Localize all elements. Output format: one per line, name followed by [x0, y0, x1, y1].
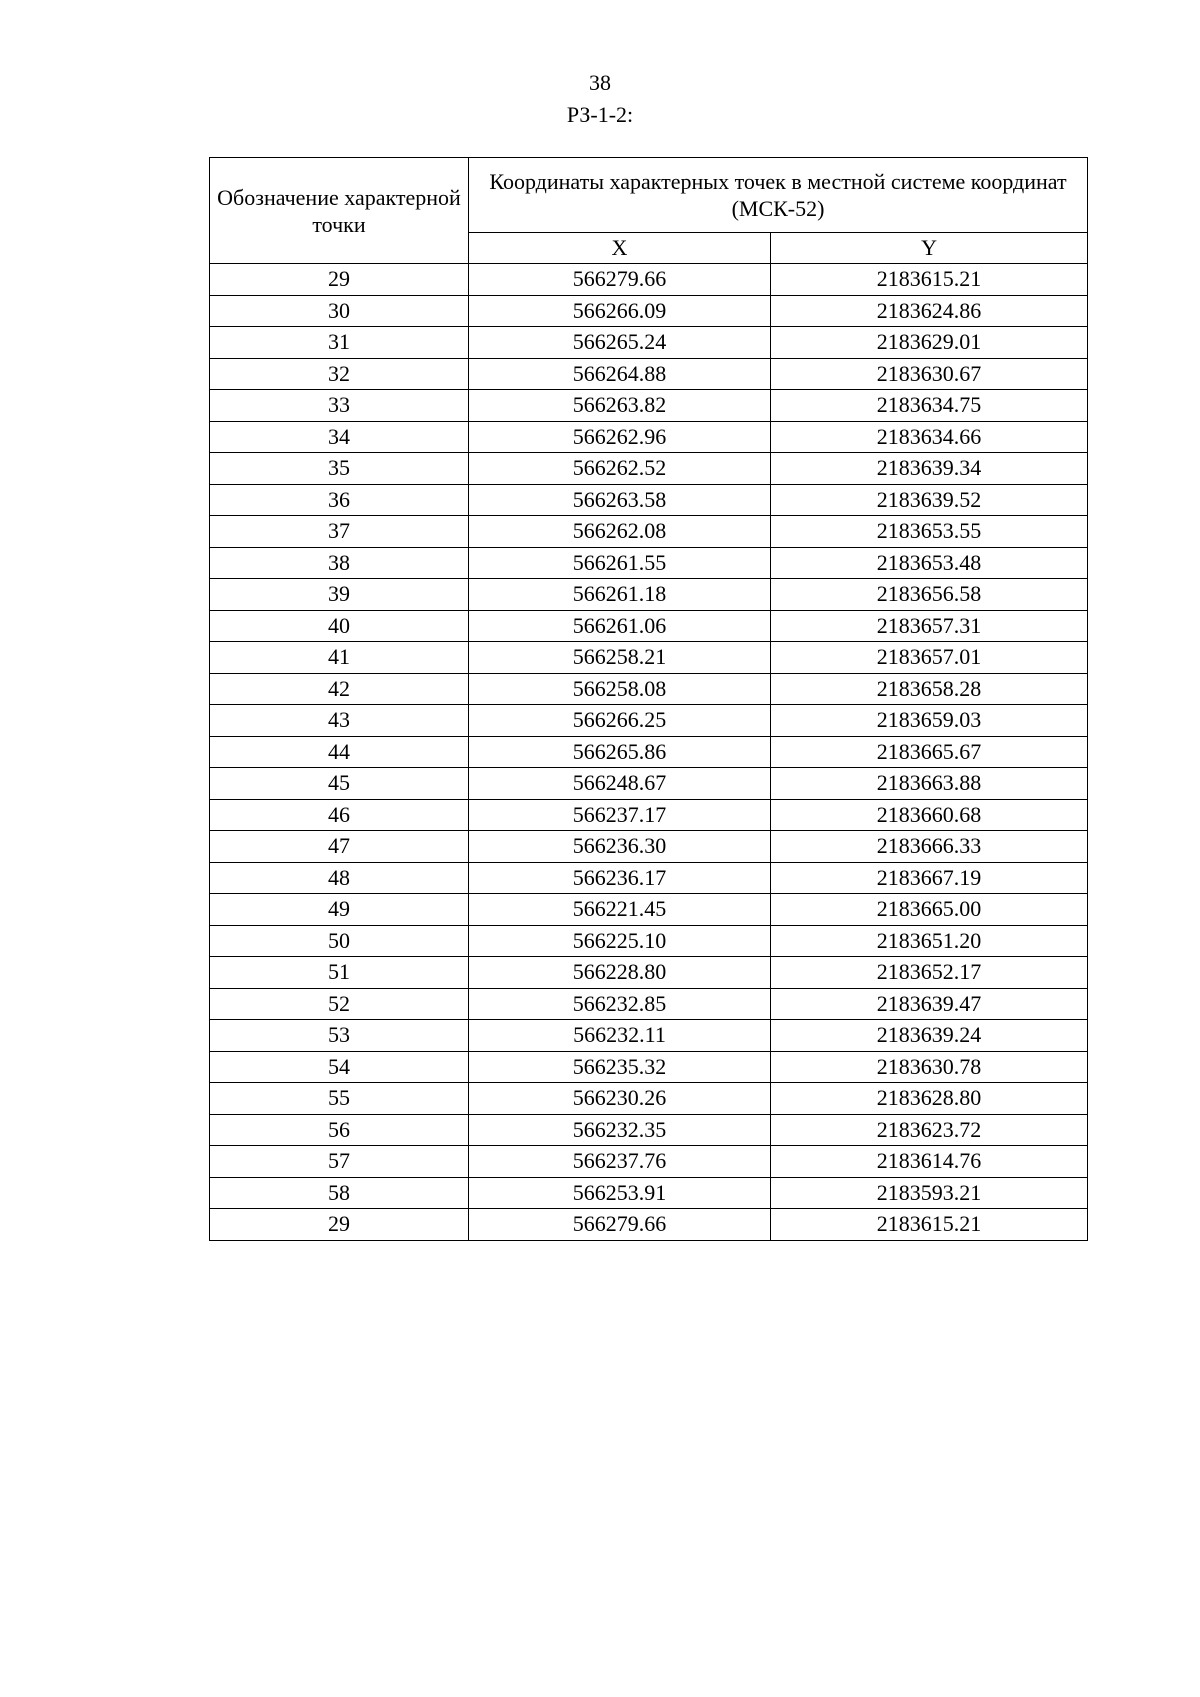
x-cell: 566232.35 [469, 1114, 771, 1146]
point-cell: 51 [210, 957, 469, 989]
x-cell: 566237.76 [469, 1146, 771, 1178]
table-row [210, 1051, 1088, 1083]
point-cell: 29 [210, 1209, 469, 1241]
x-cell: 566221.45 [469, 894, 771, 926]
point-cell: 58 [210, 1177, 469, 1209]
point-cell: 32 [210, 358, 469, 390]
header-coords-label: Координаты характерных точек в местной системе координат (МСК-52) [469, 158, 1088, 233]
y-cell: 2183653.55 [771, 516, 1088, 548]
header-x-label: X [469, 233, 771, 264]
coordinates-table [209, 157, 1088, 1241]
y-cell: 2183659.03 [771, 705, 1088, 737]
table-row [210, 264, 1088, 296]
point-cell: 57 [210, 1146, 469, 1178]
point-cell: 30 [210, 295, 469, 327]
table-row [210, 358, 1088, 390]
point-cell: 47 [210, 831, 469, 863]
table-row [210, 673, 1088, 705]
y-cell: 2183614.76 [771, 1146, 1088, 1178]
y-cell: 2183651.20 [771, 925, 1088, 957]
y-cell: 2183634.66 [771, 421, 1088, 453]
point-cell: 39 [210, 579, 469, 611]
x-cell: 566264.88 [469, 358, 771, 390]
x-cell: 566232.85 [469, 988, 771, 1020]
table-row [210, 1146, 1088, 1178]
y-cell: 2183665.00 [771, 894, 1088, 926]
point-cell: 52 [210, 988, 469, 1020]
table-body [210, 264, 1088, 1241]
table-row [210, 453, 1088, 485]
table-row [210, 988, 1088, 1020]
x-cell: 566261.06 [469, 610, 771, 642]
x-cell: 566258.21 [469, 642, 771, 674]
table-row [210, 516, 1088, 548]
x-cell: 566248.67 [469, 768, 771, 800]
y-cell: 2183634.75 [771, 390, 1088, 422]
x-cell: 566228.80 [469, 957, 771, 989]
y-cell: 2183665.67 [771, 736, 1088, 768]
x-cell: 566258.08 [469, 673, 771, 705]
point-cell: 46 [210, 799, 469, 831]
point-cell: 36 [210, 484, 469, 516]
x-cell: 566235.32 [469, 1051, 771, 1083]
y-cell: 2183663.88 [771, 768, 1088, 800]
y-cell: 2183639.24 [771, 1020, 1088, 1052]
x-cell: 566236.17 [469, 862, 771, 894]
point-cell: 38 [210, 547, 469, 579]
x-cell: 566265.86 [469, 736, 771, 768]
table-row [210, 894, 1088, 926]
table-row [210, 1209, 1088, 1241]
y-cell: 2183630.78 [771, 1051, 1088, 1083]
x-cell: 566263.82 [469, 390, 771, 422]
x-cell: 566265.24 [469, 327, 771, 359]
y-cell: 2183653.48 [771, 547, 1088, 579]
table-row [210, 736, 1088, 768]
table-row [210, 642, 1088, 674]
point-cell: 49 [210, 894, 469, 926]
x-cell: 566262.52 [469, 453, 771, 485]
y-cell: 2183639.47 [771, 988, 1088, 1020]
table-row [210, 421, 1088, 453]
section-code: РЗ-1-2: [566, 102, 634, 127]
y-cell: 2183657.31 [771, 610, 1088, 642]
table-row [210, 1177, 1088, 1209]
y-cell: 2183615.21 [771, 1209, 1088, 1241]
table-row [210, 768, 1088, 800]
y-cell: 2183615.21 [771, 264, 1088, 296]
x-cell: 566263.58 [469, 484, 771, 516]
point-cell: 54 [210, 1051, 469, 1083]
point-cell: 44 [210, 736, 469, 768]
header-y-label: Y [771, 233, 1088, 264]
point-cell: 40 [210, 610, 469, 642]
point-cell: 56 [210, 1114, 469, 1146]
table-row [210, 610, 1088, 642]
point-cell: 43 [210, 705, 469, 737]
x-cell: 566261.55 [469, 547, 771, 579]
x-cell: 566236.30 [469, 831, 771, 863]
table-row [210, 705, 1088, 737]
y-cell: 2183660.68 [771, 799, 1088, 831]
point-cell: 55 [210, 1083, 469, 1115]
table-row [210, 579, 1088, 611]
x-cell: 566261.18 [469, 579, 771, 611]
y-cell: 2183657.01 [771, 642, 1088, 674]
table-row [210, 925, 1088, 957]
table-row [210, 799, 1088, 831]
table-row [210, 547, 1088, 579]
table-row [210, 1020, 1088, 1052]
y-cell: 2183623.72 [771, 1114, 1088, 1146]
table-header [210, 158, 1088, 264]
y-cell: 2183667.19 [771, 862, 1088, 894]
table-row [210, 1083, 1088, 1115]
header-point-label: Обозначение характерной точки [210, 158, 469, 264]
y-cell: 2183629.01 [771, 327, 1088, 359]
y-cell: 2183630.67 [771, 358, 1088, 390]
table-row [210, 957, 1088, 989]
y-cell: 2183658.28 [771, 673, 1088, 705]
table-row [210, 862, 1088, 894]
point-cell: 53 [210, 1020, 469, 1052]
table-row [210, 484, 1088, 516]
y-cell: 2183639.52 [771, 484, 1088, 516]
x-cell: 566225.10 [469, 925, 771, 957]
point-cell: 45 [210, 768, 469, 800]
x-cell: 566237.17 [469, 799, 771, 831]
x-cell: 566266.25 [469, 705, 771, 737]
x-cell: 566266.09 [469, 295, 771, 327]
table-row [210, 327, 1088, 359]
point-cell: 50 [210, 925, 469, 957]
point-cell: 48 [210, 862, 469, 894]
point-cell: 35 [210, 453, 469, 485]
x-cell: 566279.66 [469, 264, 771, 296]
table-row [210, 390, 1088, 422]
y-cell: 2183593.21 [771, 1177, 1088, 1209]
y-cell: 2183666.33 [771, 831, 1088, 863]
y-cell: 2183624.86 [771, 295, 1088, 327]
table-row [210, 295, 1088, 327]
x-cell: 566253.91 [469, 1177, 771, 1209]
y-cell: 2183628.80 [771, 1083, 1088, 1115]
point-cell: 33 [210, 390, 469, 422]
point-cell: 42 [210, 673, 469, 705]
point-cell: 37 [210, 516, 469, 548]
point-cell: 31 [210, 327, 469, 359]
y-cell: 2183656.58 [771, 579, 1088, 611]
table-row [210, 831, 1088, 863]
y-cell: 2183652.17 [771, 957, 1088, 989]
x-cell: 566232.11 [469, 1020, 771, 1052]
x-cell: 566262.08 [469, 516, 771, 548]
table-row [210, 1114, 1088, 1146]
point-cell: 41 [210, 642, 469, 674]
point-cell: 29 [210, 264, 469, 296]
x-cell: 566230.26 [469, 1083, 771, 1115]
y-cell: 2183639.34 [771, 453, 1088, 485]
x-cell: 566262.96 [469, 421, 771, 453]
x-cell: 566279.66 [469, 1209, 771, 1241]
page-number: 38 [589, 70, 611, 95]
point-cell: 34 [210, 421, 469, 453]
